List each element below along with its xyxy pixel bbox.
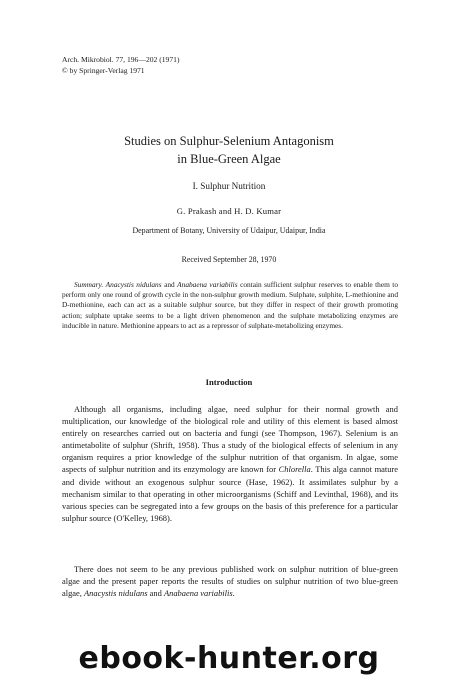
intro-p2-end: . [232, 588, 235, 599]
journal-citation [62, 55, 179, 76]
intro-p2-species-2: Anabaena variabilis [163, 588, 233, 599]
summary-label: Summary. [74, 280, 104, 289]
copyright-line: © by Springer-Verlag 1971 [62, 65, 145, 75]
introduction-paragraph-1 [62, 403, 398, 524]
intro-p2-species-1: Anacystis nidulans [84, 588, 148, 599]
intro-p2-and: and [147, 588, 164, 599]
summary-species-2: Anabaena variabilis [177, 280, 238, 289]
article-title-line1: Studies on Sulphur-Selenium Antagonism [124, 134, 334, 148]
intro-p1-text-a: Although all organisms, including algae, need sulphur for their normal growth and multiplication, our knowledge of the biological role and utility of this element is based almost entirely on researches carried out on bacteria and fungi (see Thompson, 1967). Selenium is an antimetabolite of sulphur (Shrift, 1958). Thus a study of the biological effects of selenium in any organism requires a prior knowledge of the sulphur nutrition of that organism. In algae, some aspects of sulphur nutrition and its enzymology are known for [62, 404, 398, 475]
summary-and: and [161, 280, 178, 289]
intro-p1-text-b: . This alga cannot mature and divide without an exogenous sulphur source (Hase, 1962). It assimilates sulphur by a mechanism similar to that operating in other microorganisms (Schiff and Levinthal, 1968), and its various species can be segregated into a few groups on the basis of this preference for a particular sulphur source (O'Kelley, 1968). [62, 464, 398, 523]
summary-text: contain sufficient sulphur reserves to enable them to perform only one round of growth cycle in the non-sulphur growth medium. Sulphate, sulphite, L-methionine and D-methionine, each can act as a suitable sulphur source, but they differ in respect of their growth promoting action; sulphate uptake seems to be a light driven phenomenon and the sulphate metabolizing enzymes are inducible in nature. Methionine appears to act as a repressor of sulphate-metabolizing enzymes. [62, 280, 399, 330]
article-subtitle: I. Sulphur Nutrition [192, 181, 266, 191]
summary-paragraph [62, 280, 398, 331]
intro-p1-genus: Chlorella [278, 464, 311, 475]
introduction-paragraph-2 [62, 563, 398, 599]
journal-line: Arch. Mikrobiol. 77, 196—202 (1971) [62, 55, 180, 64]
received-date: Received September 28, 1970 [181, 255, 277, 264]
intro-p2-text-a: There does not seem to be any previous published work on sulphur nutrition of blue-green algae and the present paper reports the results of studies on sulphur nutrition of two blue-green algae, [62, 564, 398, 599]
summary-species-1: Anacystis nidulans [105, 280, 162, 289]
section-heading-introduction: Introduction [205, 377, 253, 387]
affiliation: Department of Botany, University of Udaipur, Udaipur, India [132, 226, 326, 235]
watermark: ebook-hunter.org [78, 641, 380, 676]
article-title-line2: in Blue-Green Algae [177, 152, 281, 166]
authors: G. Prakash and H. D. Kumar [176, 206, 282, 216]
